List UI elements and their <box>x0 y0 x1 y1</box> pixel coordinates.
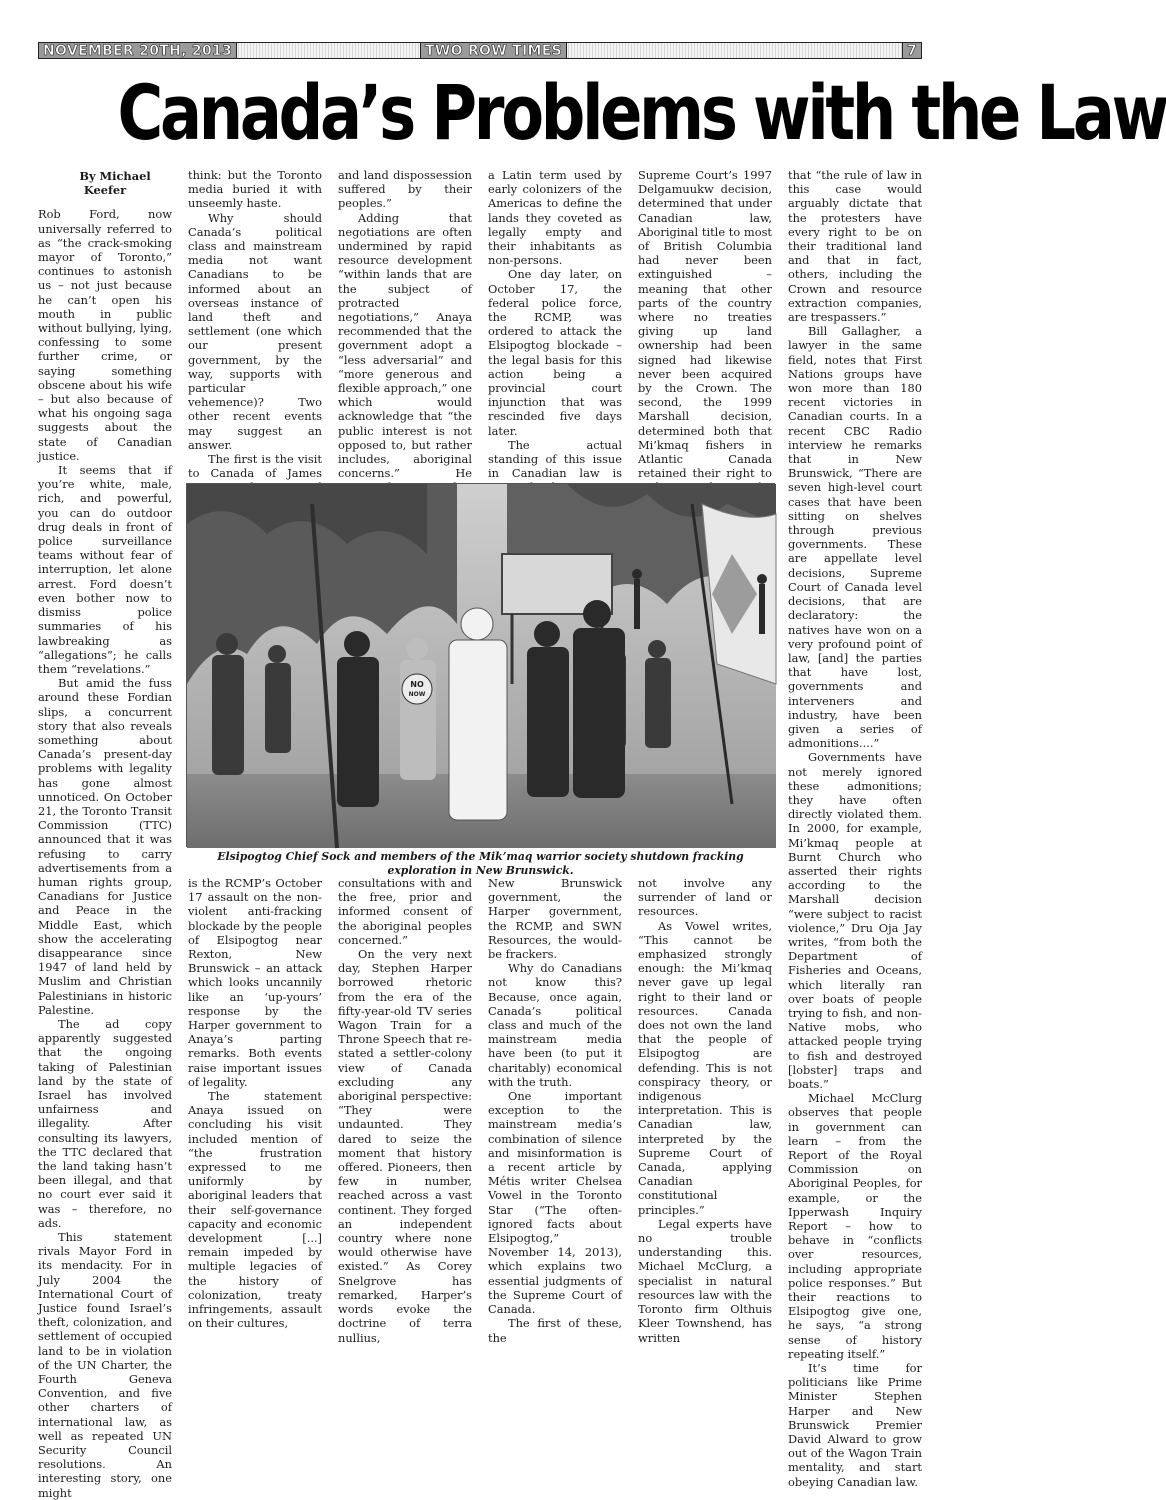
column-2-bottom <box>188 876 322 1331</box>
paragraph: One day later, on October 17, the federal police force, the RCMP, was ordered to attack the Elsipogtog blockade – the legal basis for this action being a provincial court injunction that was rescinded five days later. <box>488 267 622 438</box>
column-5-top <box>638 168 772 480</box>
paragraph: The actual standing of this issue in Canadian law is <box>488 437 622 481</box>
paragraph: It’s time for politicians like Prime Minister Stephen Harper and New Brunswick Premier David Alward to grow out of the Wagon Train mentality, and start obeying Canadian law. <box>788 1361 922 1489</box>
column-5-bottom <box>638 876 772 1345</box>
paragraph: As Vowel writes, “This cannot be emphasized strongly enough: the Mi’kmaq never gave up legal right to their land or resources. Canada does not own the land that the people of Elsipogtog are defending. This is not conspiracy theory, or indigenous interpretation. This is Canadian law, interpreted by the Supreme Court of Canada, applying Canadian constitutional principles.” <box>638 918 772 1217</box>
column-1 <box>38 165 172 1500</box>
paragraph: that “the rule of law in this case would arguably dictate that the protesters have every right to be on their traditional land and that in fact, others, including the Crown and resource extraction companies, are trespassers.” <box>788 168 922 325</box>
paragraph: consultations with and the free, prior and informed consent of the aboriginal peoples concerned.” <box>338 876 472 947</box>
paragraph: The statement Anaya issued on concluding his visit included mention of “the frustration expressed to me uniformly by aboriginal leaders that their self-governance capacity and economic development [...] remain impeded by multiple legacies of the history of colonization, treaty infringements, assault on their cultures, <box>188 1089 322 1331</box>
paragraph: The ad copy apparently suggested that the ongoing taking of Palestinian land by the state of Israel has involved unfairness and illegality. After consulting its lawyers, the TTC declared that the land taking hasn’t been illegal, and that no court ever said it was – therefore, no ads. <box>38 1016 172 1230</box>
paragraph: Governments have not merely ignored these admonitions; they have often directly violated them. In 2000, for example, Mi’kmaq people at Burnt Church who asserted their rights according to the Marshall decision “were subject to racist violence,” Dru Oja Jay writes, “from both the Department of Fisheries and Oceans, which literally ran over boats of people trying to fish, and non-Native mobs, who attacked people trying to fish and destroyed [lobster] traps and boats.” <box>788 750 922 1091</box>
protest-photo <box>186 483 775 847</box>
paragraph: Michael McClurg observes that people in government can learn – from the Report of the Royal Commission on Aboriginal Peoples, for example, or the Ipperwash Inquiry Report – how to behave in “conflicts over resources, including appropriate police responses.” But their reactions to Elsipogtog give one, he says, “a strong sense of history repeating itself.” <box>788 1091 922 1361</box>
paragraph: not involve any surrender of land or resources. <box>638 876 772 919</box>
paragraph: Bill Gallagher, a lawyer in the same field, notes that First Nations groups have won more than 180 recent victories in Canadian courts. In a recent CBC Radio interview he remarks that in New Brunswick, “There are seven high-level court cases that have been sitting on shelves through previous governments. These are appellate level decisions, Supreme Court of Canada level decisions, that are declaratory: the natives have won on a very profound point of law, [and] the parties that have lost, governments and interveners and industry, have been given a series of admonitions....” <box>788 324 922 751</box>
column-4-top <box>488 168 622 480</box>
paragraph: On the very next day, Stephen Harper borrowed rhetoric from the era of the fifty-year-old TV series Wagon Train for a Throne Speech that re-stated a settler-colony view of Canada excluding any aboriginal perspective: “They were undaunted. They dared to seize the moment that history offered. Pioneers, then few in number, reached across a vast continent. They forged an independent country where none would otherwise have existed.” As Corey Snelgrove has remarked, Harper’s words evoke the doctrine of terra nullius, <box>338 947 472 1345</box>
column-3-top <box>338 168 472 480</box>
paragraph: Adding that negotiations are often undermined by rapid resource development “within lands that are the subject of protracted negotiations,” Anaya recommended that the government adopt a “less adversarial” and “more generous and flexible approach,” one which would acknowledge that “the public interest is not opposed to, but rather includes, aboriginal concerns.” He <box>338 210 472 481</box>
paragraph: is the RCMP’s October 17 assault on the non-violent anti-fracking blockade by the people of Elsipogtog near Rexton, New Brunswick – an attack which looks uncannily like an ‘up-yours’ response by the Harper government to Anaya’s parting remarks. Both events raise important issues of legality. <box>188 876 322 1089</box>
paragraph: think: but the Toronto media buried it with unseemly haste. <box>188 168 322 211</box>
column-4-bottom <box>488 876 622 1345</box>
column-2-top <box>188 168 322 480</box>
photo-caption: Elsipogtog Chief Sock and members of the Mik’maq warrior society shutdown fracking exploration in New Brunswick. <box>217 850 744 877</box>
paragraph: One important exception to the mainstream media’s combination of silence and misinformation is a recent article by Métis writer Chelsea Vowel in the Toronto Star (“The often-ignored facts about Elsipogtog,” November 14, 2013), which explains two essential judgments of the Supreme Court of Canada. <box>488 1089 622 1317</box>
paragraph: Why do Canadians not know this? Because, once again, Canada’s political class and much of the mainstream media have been (to put it charitably) economical with the truth. <box>488 961 622 1089</box>
paragraph: This statement rivals Mayor Ford in its mendacity. For in July 2004 the International Court of Justice found Israel’s theft, colonization, and settlement of occupied land to be in violation of the UN Charter, the Fourth Geneva Convention, and five other charters of international law, as well as repeated UN Security Council resolutions. An interesting story, one might <box>38 1230 172 1500</box>
column-6 <box>788 168 922 1489</box>
paragraph: It seems that if you’re white, male, rich, and powerful, you can do outdoor drug deals in front of police surveillance teams without fear of interruption, let alone arrest. Ford doesn’t even bother now to dismiss police summaries of his lawbreaking as “allegations”; he calls them “revelations.” <box>38 463 172 676</box>
paragraph: The first of these, the <box>488 1316 622 1345</box>
paragraph: But amid the fuss around these Fordian slips, a concurrent story that also reveals something about Canada’s present-day problems with legality has gone almost unnoticed. On October 21, the Toronto Transit Commission (TTC) announced that it was refusing to carry advertisements from a human rights group, Canadians for Justice and Peace in the Middle East, which show the accelerating disappearance since 1947 of land held by Muslim and Christian Palestinians in historic Palestine. <box>38 676 172 1017</box>
byline: By Michael Keefer <box>79 169 151 198</box>
newspaper-name: TWO ROW TIMES <box>420 42 567 59</box>
paragraph: Supreme Court’s 1997 Delgamuukw decision, determined that under Canadian law, Aboriginal title to most of British Columbia had never been extinguished – meaning that other parts of the country where no treaties giving up land ownership had been signed had likewise never been acquired by the Crown. The second, the 1999 Marshall decision, determined both that Mi’kmaq fishers in Atlantic Canada retained their right to <box>638 168 772 481</box>
sign-text: NO <box>410 680 424 689</box>
paragraph: Why should Canada’s political class and mainstream media not want Canadians to be informed about an overseas instance of land theft and settlement (one which our present government, by the way, supports with particular vehemence)? Two other recent events may suggest an answer. <box>188 210 322 452</box>
paragraph: a Latin term used by early colonizers of the Americas to define the lands they coveted as legally empty and their inhabitants as non-persons. <box>488 168 622 268</box>
paragraph: and land dispossession suffered by their peoples.” <box>338 168 472 211</box>
paragraph: The first is the visit to Canada of James <box>188 452 322 481</box>
issue-date: NOVEMBER 20TH, 2013 <box>38 42 237 59</box>
sign-text-2: NOW <box>408 691 426 698</box>
paragraph: Rob Ford, now universally referred to as “the crack-smoking mayor of Toronto,” continues to astonish us – not just because he can’t open his mouth in public without bullying, lying, confessing to some further crime, or saying something obscene about his wife – but also because of what his ongoing saga suggests about the state of Canadian justice. <box>38 207 172 463</box>
paragraph: New Brunswick government, the Harper government, the RCMP, and SWN Resources, the would-be frackers. <box>488 876 622 962</box>
photo-illustration <box>187 484 776 848</box>
headline: Canada’s Problems with the Law <box>117 68 1166 157</box>
page-number: 7 <box>902 42 922 59</box>
column-3-bottom <box>338 876 472 1345</box>
paragraph: Legal experts have no trouble understanding this. Michael McClurg, a specialist in natural resources law with the Toronto firm Olthuis Kleer Townshend, has written <box>638 1216 772 1345</box>
